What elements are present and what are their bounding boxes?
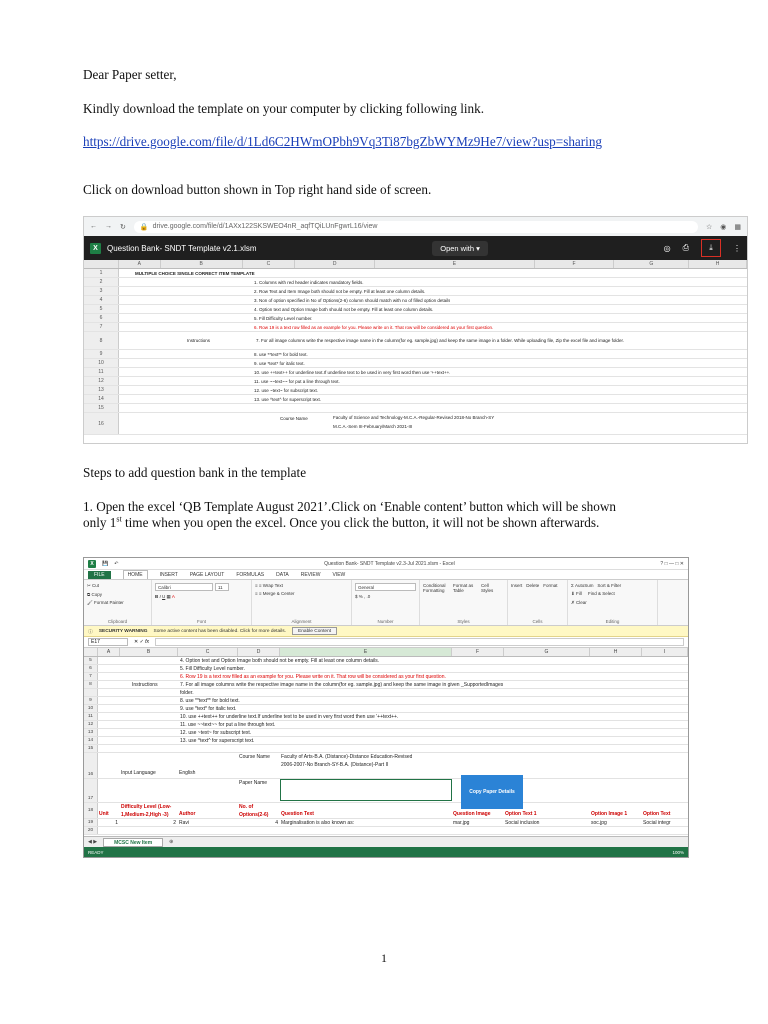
instruction-text: 11. use ~~text~~ for put a line through text. [254, 379, 340, 384]
security-warning-bar [84, 626, 688, 637]
row-number: 12 [84, 721, 98, 728]
open-with-button: Open with ▾ [432, 241, 488, 256]
step1-line2 [83, 515, 599, 531]
undo-icon: ↶ [114, 560, 119, 567]
ribbon-tabs [84, 570, 688, 580]
editing-group-label: Editing [605, 619, 620, 624]
save-icon: 💾 [102, 560, 109, 567]
empty-cell [98, 753, 120, 778]
step1-text-b: time when you open the excel. Once you click the button, it will not be shown afterwards. [121, 515, 600, 530]
security-warning-text: Some active content has been disabled. Click for more details. [153, 628, 287, 634]
row-number: 14 [84, 395, 119, 403]
zoom-level: 100% [672, 849, 684, 855]
excel-window-screenshot [83, 557, 689, 858]
sheet-tab-mcsc: MCSC New Item [103, 838, 163, 847]
options-header-line-2: Options(2-6) [239, 811, 269, 818]
info-icon: ⓘ [88, 629, 93, 635]
instruction-text: 8. use **text** for bold text. [254, 352, 308, 357]
drive-link[interactable]: https://drive.google.com/file/d/1Ld6C2HWmOPbh9Vq3Ti87bgZbWYMz9He7/view?usp=sharing [83, 134, 603, 149]
sheet-row [84, 359, 747, 368]
wrap-text-button: ≡ ≡ Wrap Text [255, 583, 283, 588]
sheet-tab-bar [84, 836, 688, 847]
unit-cell: 1 [115, 820, 118, 826]
format-painter-label: Format Painter [93, 600, 124, 605]
column-header: D [295, 260, 375, 268]
instruction-text: 5. Fill Difficulty Level number. [180, 666, 245, 672]
open-with-label: Open with [440, 243, 475, 253]
course-name-value [280, 753, 412, 778]
steps-heading: Steps to add question bank in the template [83, 465, 307, 480]
instruction-text: 8. use **text** for bold text. [180, 698, 240, 704]
more-options-icon: ⋮ [732, 243, 741, 253]
clipboard-group-label: Clipboard [107, 619, 128, 624]
sheet-row [84, 413, 747, 435]
sheet-row [84, 697, 688, 705]
empty-cell [119, 413, 278, 434]
copy-button: ⧉ Copy [87, 592, 102, 597]
file-title: Question Bank- SNDT Template v2.1.xlsm [107, 243, 257, 253]
instruction-text: 10. use ++text++ for underline text.If underline text to be used in very first word then use '++text++. [254, 370, 451, 375]
cells-group-label: Cells [532, 619, 543, 624]
column-headers [84, 260, 747, 269]
font-color-icon: A [171, 594, 175, 599]
row-number: 6 [84, 314, 119, 322]
sheet-row [84, 287, 747, 296]
autosum-button: Σ AutoSum Sort & Filter [571, 583, 622, 588]
download-instruction: Click on download button shown in Top right hand side of screen. [83, 182, 432, 197]
row-number: 5 [84, 657, 98, 664]
column-header: F [452, 648, 504, 656]
merge-center-label: Merge & Center [262, 591, 295, 596]
difficulty-cell: 2 [173, 820, 176, 826]
excel-grid [84, 657, 688, 835]
row-number: 19 [84, 819, 98, 826]
cut-button: ✂ Cut [87, 583, 100, 588]
excel-app-icon: X [88, 560, 96, 568]
instruction-text: 4. Option text and Option Image both should not be empty. Fill at least one column details. [254, 307, 434, 312]
row-number: 14 [84, 737, 98, 744]
sheet-row [84, 713, 688, 721]
row-number: 18 [84, 803, 98, 818]
instruction-text: 9. use *text* for italic text. [254, 361, 305, 366]
row-number: 10 [84, 705, 98, 712]
column-header: D [238, 648, 280, 656]
paper-name-label: Paper Name [239, 780, 268, 786]
number-group [352, 580, 420, 625]
formula-bar [84, 637, 688, 648]
instruction-text: 9. use *text* for italic text. [180, 706, 237, 712]
column-header: A [119, 260, 161, 268]
instruction-text: 12. use ~text~ for subscript text. [254, 388, 319, 393]
empty-cell [119, 404, 121, 412]
autosum-label: AutoSum [575, 583, 594, 588]
row-number: 10 [84, 359, 119, 367]
instruction-text: 7. For all image columns write the respective image name in the column(for eg. sample.jpg) and keep the same image in given _SupportedImages [180, 682, 504, 688]
row-number: 8 [84, 332, 119, 349]
forward-arrow-icon: → [105, 223, 112, 230]
difficulty-header-line-2: 1,Medium-2,High -3) [121, 811, 169, 818]
status-text: READY [88, 849, 104, 855]
row-number: 11 [84, 713, 98, 720]
course-line-1: Faculty of Science and Technology-M.C.A.-Regular-Revised 2018-No Branch-SY [333, 415, 495, 420]
drive-file-bar [84, 236, 747, 260]
question-image-cell: mar.jpg [453, 820, 470, 826]
row-number: 2 [84, 278, 119, 286]
sheet-row [84, 689, 688, 697]
row-number: 1 [84, 269, 119, 277]
back-arrow-icon: ← [90, 223, 97, 230]
name-box: E17 [88, 638, 128, 646]
instructions-label: Instructions [187, 338, 211, 343]
paper-name-cell [280, 779, 452, 801]
sheet-row [84, 323, 747, 332]
instruction-text: 6. Row 19 is a text row filled as an example for you. Please write on it. That row will be considered as your first question. [254, 325, 494, 330]
instruction-text: 11. use ~~text~~ for put a line through text. [180, 722, 276, 728]
font-name-box: Calibri [155, 583, 213, 591]
find-select-button: Find & Select [588, 591, 615, 596]
sheet-row [84, 350, 747, 359]
column-header: B [120, 648, 178, 656]
course-name-label: Course Name [280, 416, 308, 421]
option-text-1-header: Option Text 1 [505, 811, 537, 817]
copy-label: Copy [91, 592, 102, 597]
row-number: 15 [84, 745, 98, 752]
merge-center-button: ≡ ≡ Merge & Center [255, 591, 295, 596]
instruction-text: 13. use ^text^ for superscript text. [180, 738, 255, 744]
row-number: 15 [84, 404, 119, 412]
lock-icon: 🔒 [139, 223, 149, 231]
sheet-row [84, 377, 747, 386]
column-header: E [375, 260, 535, 268]
add-shortcut-icon: ◎ [663, 243, 671, 253]
clear-button: ✗ Clear [571, 600, 587, 605]
option-image-1-header: Option Image 1 [591, 811, 628, 817]
home-ribbon [84, 580, 688, 626]
excel-file-icon: X [90, 243, 101, 254]
formula-input [155, 638, 684, 646]
sheet-row [84, 296, 747, 305]
column-header: H [689, 260, 747, 268]
instruction-text: 7. For all image columns write the respective image name in the column(for eg. sample.jpg) and keep the same image in a folder. While uploading file, Zip the excel file and image folder. [256, 338, 624, 343]
intro-text: Kindly download the template on your computer by clicking following link. [83, 101, 485, 116]
row-number: 20 [84, 827, 98, 834]
sheet-row [84, 745, 688, 753]
input-language-label: Input Language [121, 770, 156, 776]
print-icon: ⎙ [682, 243, 689, 252]
column-header: G [504, 648, 590, 656]
window-title: Question Bank- SNDT Template v2.3-Jul 2021.xlsm - Excel [324, 560, 455, 567]
header-row [84, 803, 688, 819]
data-row [84, 819, 688, 827]
clear-label: Clear [576, 600, 587, 605]
template-heading: MULTIPLE CHOICE SINGLE CORRECT ITEM TEMPLATE [135, 271, 255, 276]
sheet-row [84, 657, 688, 665]
corner-cell [84, 648, 98, 656]
row-number: 4 [84, 296, 119, 304]
copy-paper-details-button: Copy Paper Details [461, 775, 523, 809]
instruction-text: 3. Non of option specified in No of Options(2-6) column should match with no of filled option details [254, 298, 451, 303]
option-text-next-cell: Social integr [643, 820, 671, 826]
sheet-row [84, 681, 688, 689]
font-group [152, 580, 252, 625]
sheet-row [84, 314, 747, 323]
course-name-label: Course Name [239, 754, 270, 760]
window-controls-icon: ? □ — □ ✕ [660, 560, 684, 567]
styles-group-label: Styles [457, 619, 470, 624]
question-cell: Marginalisation is also known as: [281, 820, 355, 826]
row-number: 13 [84, 729, 98, 736]
row-number [84, 689, 98, 696]
step1-line1: 1. Open the excel ‘QB Template August 2021’.Click on ‘Enable content’ button which will be shown [83, 499, 616, 514]
tab-insert: INSERT [159, 571, 178, 578]
sheet-row [84, 395, 747, 404]
column-header: C [243, 260, 296, 268]
wrap-text-label: Wrap Text [262, 583, 283, 588]
format-cells-button: Format [543, 583, 558, 588]
column-header: E [280, 648, 452, 656]
greeting: Dear Paper setter, [83, 67, 177, 82]
tab-review: REVIEW [300, 571, 321, 578]
sheet-row [84, 729, 688, 737]
sheet-row [84, 278, 747, 287]
author-header: Author [179, 811, 196, 817]
sheet-row [84, 753, 688, 779]
row-number: 8 [84, 681, 98, 688]
tab-formulas: FORMULAS [236, 571, 265, 578]
format-painter-button: 🖌 Format Painter [87, 600, 124, 605]
difficulty-header [120, 803, 178, 818]
format-as-table-button: Format as Table [453, 583, 474, 593]
question-header: Question Text [281, 811, 314, 817]
step1-superscript: st [116, 514, 122, 524]
column-header: B [161, 260, 243, 268]
cell-styles-button: Cell Styles [481, 583, 494, 593]
editing-group [568, 580, 658, 625]
row-number: 5 [84, 305, 119, 313]
row-number: 9 [84, 697, 98, 704]
address-bar [134, 221, 698, 233]
instruction-text: 10. use ++text++ for underline text.If underline text to be used in very first word then use '++text++. [180, 714, 399, 720]
options-header-line-1: No. of [239, 804, 254, 810]
row-number: 6 [84, 665, 98, 672]
enable-content-button: Enable Content [292, 627, 337, 635]
column-header: I [642, 648, 688, 656]
options-cell: 4 [275, 820, 278, 826]
column-header: G [614, 260, 689, 268]
author-cell: Ravi [179, 820, 190, 826]
instruction-text: 12. use ~text~ for subscript text. [180, 730, 252, 736]
row-number: 3 [84, 287, 119, 295]
column-header: C [178, 648, 238, 656]
delete-cells-button: Delete [526, 583, 540, 588]
column-headers [84, 648, 688, 657]
difficulty-header-line-1: Difficulty Level (Low- [121, 804, 172, 810]
tab-home: HOME [123, 570, 148, 579]
status-bar [84, 847, 688, 857]
question-image-header: Question Image [453, 811, 491, 817]
drive-preview-screenshot [83, 216, 748, 444]
fill-label: Fill [576, 591, 582, 596]
sheet-row [84, 673, 688, 681]
sheet-row [84, 721, 688, 729]
row-number: 16 [84, 753, 98, 778]
number-group-label: Number [377, 619, 394, 624]
sheet-row [84, 827, 688, 835]
tab-page-layout: PAGE LAYOUT [189, 571, 225, 578]
reload-icon: ↻ [120, 223, 126, 231]
tab-data: DATA [276, 571, 289, 578]
alignment-group [252, 580, 352, 625]
conditional-formatting-button: Conditional Formatting [423, 583, 446, 593]
sheet-nav-icon: ◀ ▶ [88, 839, 98, 845]
page-number: 1 [381, 951, 387, 965]
number-buttons: $ % , .0 [355, 594, 371, 599]
sheet-row [84, 665, 688, 673]
option-text-next-header: Option Text [643, 811, 671, 817]
extension-icon: ▦ [734, 223, 741, 231]
security-warning-label: SECURITY WARNING [98, 628, 148, 634]
column-header: A [98, 648, 120, 656]
drive-sheet-preview [84, 260, 747, 435]
input-language-value: English [179, 770, 196, 776]
sheet-row [84, 386, 747, 395]
sheet-row [84, 368, 747, 377]
instruction-text: 1. Columns with red header indicates mandatory fields. [254, 280, 364, 285]
empty-cell [98, 779, 238, 802]
insert-cells-button: Insert [511, 583, 523, 588]
alignment-group-label: Alignment [291, 619, 312, 624]
browser-toolbar [84, 217, 747, 236]
row-number: 7 [84, 673, 98, 680]
option-image-1-cell: soc.jpg [591, 820, 607, 826]
instructions-label: Instructions [132, 682, 158, 688]
instruction-text: 2. Row Text and Item Image both should not be empty. Fill at least one column details. [254, 289, 426, 294]
camera-icon: ◉ [720, 223, 727, 231]
fill-button: ⬇ Fill Find & Select [571, 591, 615, 596]
font-size-box: 11 [215, 583, 229, 591]
instruction-text: 13. use ^text^ for superscript text. [254, 397, 322, 402]
download-icon: ⤓ [701, 239, 721, 257]
instruction-text: 4. Option text and Option Image both should not be empty. Fill at least one column details. [180, 658, 380, 664]
sheet-row [84, 779, 688, 803]
option-text-1-cell: Social inclusion [505, 820, 540, 826]
course-line-2: 2006-2007-No Branch-SY-B.A. (Distance)-Part II [281, 762, 389, 768]
column-header: F [535, 260, 615, 268]
sheet-row [84, 705, 688, 713]
excel-title-bar [84, 558, 688, 570]
course-name-value [331, 413, 494, 434]
sort-filter-button: Sort & Filter [597, 583, 622, 588]
sheet-row [84, 305, 747, 314]
corner-cell [84, 260, 119, 268]
tab-file: FILE [88, 571, 111, 579]
instruction-text: 6. Row 19 is a text row filled as an example for you. Please write on it. That row will be considered as your first question. [180, 674, 446, 680]
instruction-text: folder. [180, 690, 194, 696]
styles-group [420, 580, 508, 625]
row-number: 12 [84, 377, 119, 385]
column-header: H [590, 648, 642, 656]
row-number: 7 [84, 323, 119, 331]
number-format-box: General [355, 583, 416, 591]
empty-cell [98, 745, 99, 752]
font-group-label: Font [196, 619, 206, 624]
formula-icons: ✕ ✓ fx [134, 639, 150, 645]
row-number: 9 [84, 350, 119, 358]
sheet-row [84, 737, 688, 745]
cut-label: Cut [92, 583, 100, 588]
options-header [238, 803, 280, 818]
sheet-row [84, 332, 747, 350]
row-number: 11 [84, 368, 119, 376]
add-sheet-icon: ⊕ [169, 839, 174, 845]
clipboard-group [84, 580, 152, 625]
unit-header: Unit [99, 811, 109, 817]
course-line-1: Faculty of Arts-B.A. (Distance)-Distance Education-Revised [281, 754, 413, 760]
tab-view: VIEW [332, 571, 346, 578]
cells-group [508, 580, 568, 625]
row-number: 16 [84, 413, 119, 434]
instruction-text: 5. Fill Difficulty Level number. [254, 316, 313, 321]
course-line-2: M.C.A.-Sem III-February/March 2021-III [333, 424, 413, 429]
url-text: drive.google.com/file/d/1AXx122SKSWEO4nR_aqfTQiLUnFgwrL16/view [152, 223, 378, 230]
row-number: 13 [84, 386, 119, 394]
sheet-row [84, 269, 747, 278]
star-icon: ☆ [705, 223, 713, 231]
font-style-buttons: B I U ▦ A [155, 594, 175, 599]
sheet-row [84, 404, 747, 413]
row-number: 17 [84, 779, 98, 802]
step1-text-a: only 1 [83, 515, 117, 530]
